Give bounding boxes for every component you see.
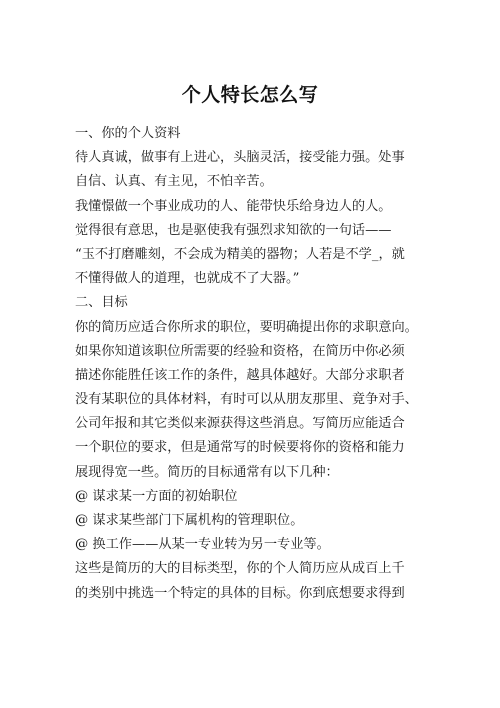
document-body <box>75 122 435 606</box>
list-item: @ 谋求某一方面的初始职位 <box>75 488 238 504</box>
text-line: 的类别中挑选一个特定的具体的目标。你到底想要求得到 <box>75 585 405 601</box>
text-line: 我懂憬做一个事业成功的人、能带快乐给身边人的人。 <box>75 198 392 214</box>
text-line: 描述你能胜任该工作的条件，越具体越好。大部分求职者 <box>75 367 405 383</box>
list-item: @ 谋求某些部门下属机构的管理职位。 <box>75 513 304 528</box>
list-item: @ 换工作——从某一专业转为另一专业等。 <box>75 537 330 553</box>
text-line: “玉不打磨雕刻，不会成为精美的器物；人若是不学_，就 <box>75 246 405 262</box>
text-line: 如果你知道该职位所需要的经验和资格，在简历中你必须 <box>75 343 405 359</box>
section-heading-goal: 二、目标 <box>75 295 128 311</box>
text-line: 你的简历应适合你所求的职位，要明确提出你的求职意向。 <box>75 319 418 335</box>
text-line: 自信、认真、有主见，不怕辛苦。 <box>75 174 273 190</box>
text-line: 这些是简历的大的目标类型，你的个人简历应从成百上千 <box>75 561 405 577</box>
text-line: 不懂得做人的道理，也就成不了大器。” <box>75 271 300 287</box>
section-heading-personal-info: 一、你的个人资料 <box>75 126 181 141</box>
document-title: 个人特长怎么写 <box>181 84 319 106</box>
text-line: 待人真诚，做事有上进心，头脑灵活，接受能力强。处事 <box>75 150 405 166</box>
text-line: 公司年报和其它类似来源获得这些消息。写简历应能适合 <box>75 416 405 432</box>
text-line: 没有某职位的具体材料，有时可以从朋友那里、竟争对手、 <box>75 392 418 408</box>
text-line: 展现得宽一些。简历的目标通常有以下几种： <box>75 464 339 480</box>
text-line: 一个职位的要求，但是通常写的时候要将你的资格和能力 <box>75 440 405 456</box>
text-line: 觉得很有意思，也是驱使我有强烈求知欲的一句话—— <box>75 222 392 238</box>
